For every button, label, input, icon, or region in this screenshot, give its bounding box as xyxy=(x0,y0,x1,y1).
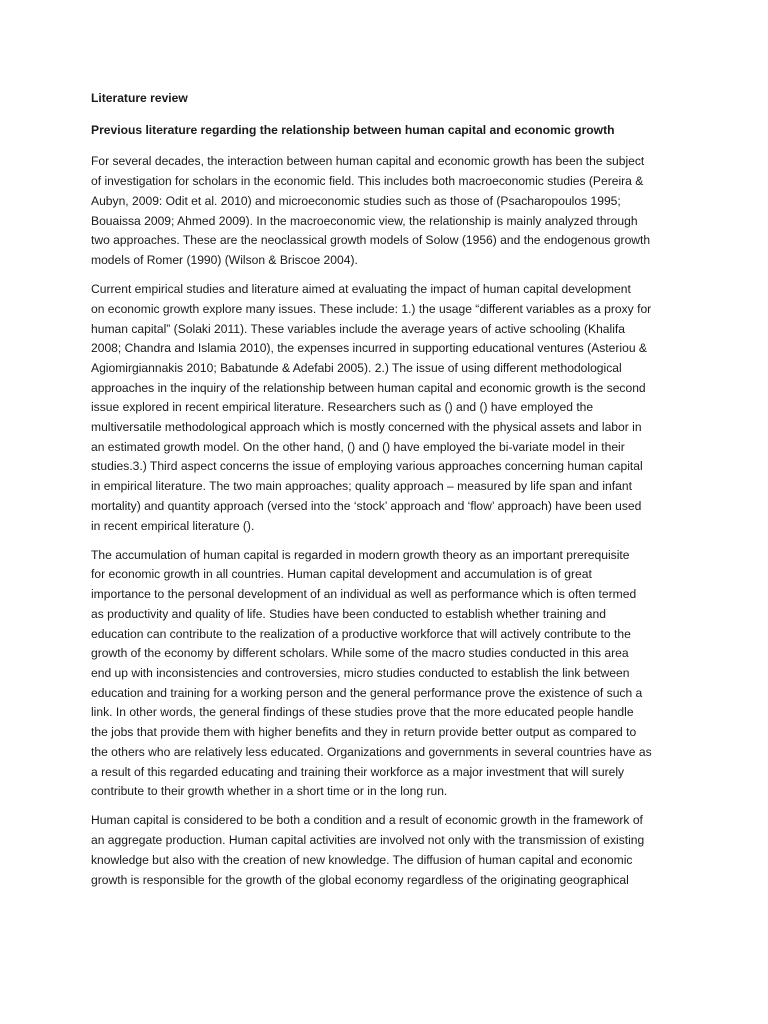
paragraph-line: importance to the personal development of an individual as well as performance which is often termed xyxy=(91,587,637,602)
paragraph-line: as productivity and quality of life. Studies have been conducted to establish whether training and xyxy=(91,606,606,621)
paragraph-line: link. In other words, the general findings of these studies prove that the more educated people handle xyxy=(91,705,634,720)
paragraph-line: for economic growth in all countries. Human capital development and accumulation is of great xyxy=(91,567,592,582)
paragraph-line: The accumulation of human capital is regarded in modern growth theory as an important prerequisite xyxy=(91,547,630,562)
paragraph-line: 2008; Chandra and Islamia 2010), the expenses incurred in supporting educational ventures (Asteriou & xyxy=(91,341,647,356)
paragraph-line: in empirical literature. The two main approaches; quality approach – measured by life span and infant xyxy=(91,479,632,494)
paragraph xyxy=(91,811,683,890)
paragraphs-container xyxy=(91,152,683,890)
document-body xyxy=(91,89,683,900)
paragraph-line: two approaches. These are the neoclassical growth models of Solow (1956) and the endogenous growth xyxy=(91,233,651,248)
paragraph-line: For several decades, the interaction between human capital and economic growth has been the subject xyxy=(91,154,645,169)
paragraph-line: an estimated growth model. On the other hand, () and () have employed the bi-variate model in their xyxy=(91,439,625,454)
paragraph-line: knowledge but also with the creation of new knowledge. The diffusion of human capital and economic xyxy=(91,852,633,867)
paragraph-line: growth of the economy by different scholars. While some of the macro studies conducted in this area xyxy=(91,646,629,661)
paragraph-line: end up with inconsistencies and controversies, micro studies conducted to establish the link between xyxy=(91,665,630,680)
paragraph-line: contribute to their growth whether in a short time or in the long run. xyxy=(91,784,448,799)
page-title: Literature review xyxy=(91,91,188,105)
paragraph-line: mortality) and quantity approach (versed into the ‘stock’ approach and ‘flow’ approach) have been used xyxy=(91,498,642,513)
paragraph-line: studies.3.) Third aspect concerns the issue of employing various approaches concerning human capital xyxy=(91,459,643,474)
paragraph-line: Human capital is considered to be both a condition and a result of economic growth in the framework of xyxy=(91,813,643,828)
section-subtitle: Previous literature regarding the relationship between human capital and economic growth xyxy=(91,122,615,137)
paragraph-line: multiversatile methodological approach which is mostly concerned with the physical assets and labor in xyxy=(91,420,642,435)
paragraph-line: of investigation for scholars in the economic field. This includes both macroeconomic studies (Pereira & xyxy=(91,174,644,189)
paragraph-line: an aggregate production. Human capital activities are involved not only with the transmission of existing xyxy=(91,833,645,848)
paragraph-line: Bouaissa 2009; Ahmed 2009). In the macroeconomic view, the relationship is mainly analyzed through xyxy=(91,213,638,228)
paragraph-line: issue explored in recent empirical literature. Researchers such as () and () have employed the xyxy=(91,400,594,415)
paragraph-line: Aubyn, 2009: Odit et al. 2010) and microeconomic studies such as those of (Psacharopoulos 1995; xyxy=(91,193,621,208)
paragraph-line: education and training for a working person and the general performance prove the existence of such a xyxy=(91,685,643,700)
paragraph xyxy=(91,152,683,270)
paragraph-line: growth is responsible for the growth of the global economy regardless of the originating geographical xyxy=(91,872,629,887)
paragraph-line: human capital” (Solaki 2011). These variables include the average years of active schooling (Khalifa xyxy=(91,321,625,336)
paragraph-line: the others who are relatively less educated. Organizations and governments in several countries have as xyxy=(91,744,652,759)
paragraph xyxy=(91,280,683,536)
paragraph-line: Agiomirgiannakis 2010; Babatunde & Adefabi 2005). 2.) The issue of using different methodological xyxy=(91,360,622,375)
paragraph-line: approaches in the inquiry of the relationship between human capital and economic growth is the second xyxy=(91,380,646,395)
paragraph-line: the jobs that provide them with higher benefits and they in return provide better output as compared to xyxy=(91,725,637,740)
paragraph-line: models of Romer (1990) (Wilson & Briscoe 2004). xyxy=(91,252,358,267)
paragraph-line: a result of this regarded educating and training their workforce as a major investment that will surely xyxy=(91,764,625,779)
paragraph-line: in recent empirical literature (). xyxy=(91,518,255,533)
paragraph-line: on economic growth explore many issues. These include: 1.) the usage “different variables as a proxy for xyxy=(91,301,652,316)
paragraph xyxy=(91,546,683,802)
paragraph-line: Current empirical studies and literature aimed at evaluating the impact of human capital development xyxy=(91,282,631,297)
paragraph-line: education can contribute to the realization of a productive workforce that will actively contribute to the xyxy=(91,626,631,641)
